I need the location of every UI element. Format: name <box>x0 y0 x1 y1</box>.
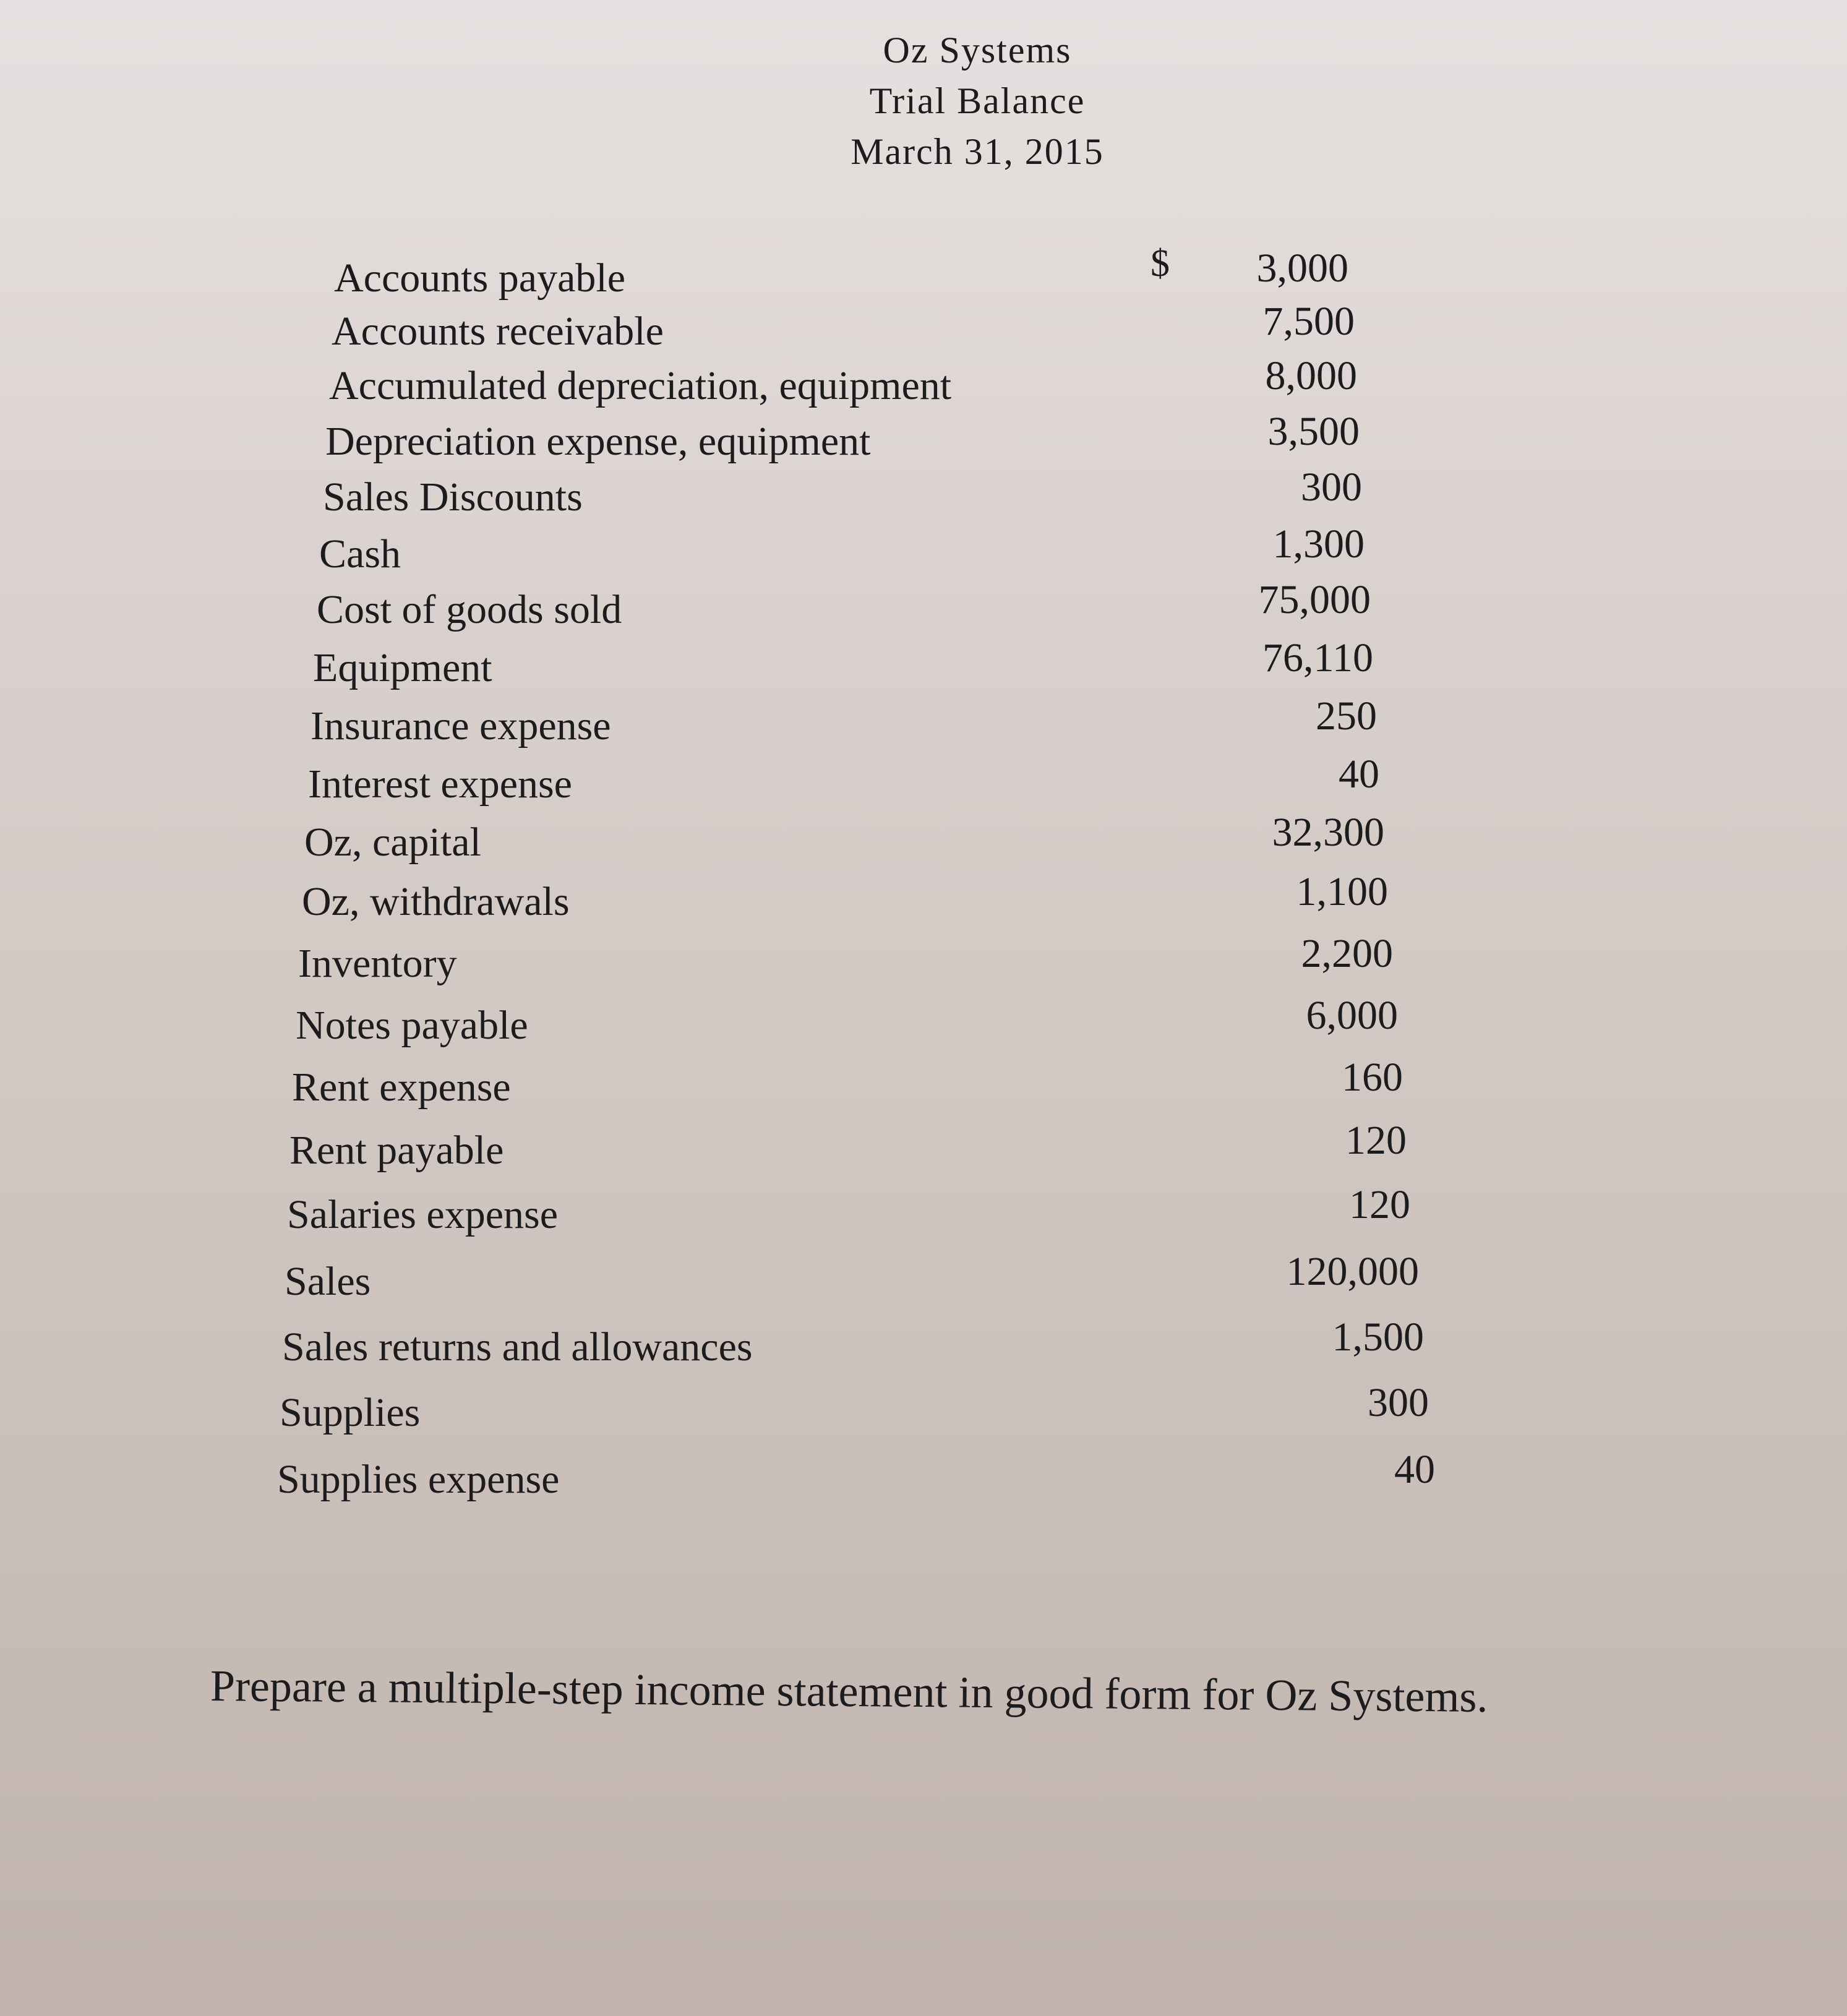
account-row <box>282 1315 1424 1382</box>
account-label: Oz, withdrawals <box>302 879 570 924</box>
account-amount: 160 <box>1342 1055 1403 1100</box>
account-row <box>332 299 1355 366</box>
account-amount: 120,000 <box>1286 1249 1419 1294</box>
account-row <box>334 246 1348 313</box>
company-name: Oz Systems <box>883 30 1072 71</box>
account-row <box>323 465 1362 532</box>
account-label: Sales <box>285 1259 371 1304</box>
account-amount: 1,300 <box>1272 521 1365 567</box>
account-label: Notes payable <box>296 1003 528 1048</box>
report-header <box>742 25 1212 177</box>
account-amount: 3,000 <box>1256 246 1348 291</box>
account-amount: 8,000 <box>1265 353 1357 398</box>
account-amount: 300 <box>1368 1380 1429 1425</box>
account-label: Sales returns and allowances <box>282 1324 753 1370</box>
account-label: Insurance expense <box>311 703 611 748</box>
account-amount: 1,100 <box>1296 869 1388 914</box>
account-amount: 40 <box>1394 1447 1435 1492</box>
account-row <box>329 353 1357 421</box>
account-amount: 120 <box>1349 1182 1410 1227</box>
currency-symbol: $ <box>1151 242 1170 285</box>
account-label: Accounts payable <box>334 255 625 301</box>
account-row <box>285 1249 1419 1316</box>
account-row <box>287 1182 1410 1250</box>
account-label: Supplies expense <box>277 1457 560 1502</box>
account-amount: 2,200 <box>1301 931 1393 976</box>
account-amount: 75,000 <box>1258 577 1371 622</box>
account-amount: 300 <box>1301 465 1362 510</box>
account-label: Depreciation expense, equipment <box>325 419 871 464</box>
account-label: Equipment <box>313 645 492 690</box>
account-row <box>298 931 1393 998</box>
account-label: Cash <box>319 531 401 577</box>
account-label: Oz, capital <box>304 820 481 865</box>
account-label: Accumulated depreciation, equipment <box>329 363 952 408</box>
account-amount: 40 <box>1339 752 1379 797</box>
account-amount: 120 <box>1345 1118 1407 1163</box>
account-row <box>302 869 1388 937</box>
report-title: Trial Balance <box>869 80 1086 121</box>
account-row <box>289 1118 1407 1185</box>
report-date: March 31, 2015 <box>851 131 1104 172</box>
account-amount: 76,110 <box>1262 635 1373 680</box>
account-label: Rent expense <box>292 1065 511 1110</box>
account-row <box>292 1055 1403 1122</box>
account-row <box>325 409 1360 476</box>
account-label: Inventory <box>298 941 457 986</box>
account-amount: 3,500 <box>1267 409 1360 454</box>
account-row <box>296 993 1398 1060</box>
account-label: Supplies <box>280 1390 421 1435</box>
account-label: Interest expense <box>308 761 572 807</box>
account-row <box>280 1380 1429 1448</box>
account-label: Salaries expense <box>287 1192 558 1237</box>
account-row <box>311 693 1377 761</box>
account-label: Rent payable <box>289 1128 504 1173</box>
assignment-prompt: Prepare a multiple-step income statement in good form for Oz Systems. <box>210 1661 1488 1722</box>
account-amount: 6,000 <box>1306 993 1398 1038</box>
account-label: Sales Discounts <box>323 474 583 520</box>
account-row <box>277 1447 1435 1514</box>
account-row <box>308 752 1379 819</box>
account-amount: 7,500 <box>1262 299 1355 344</box>
account-label: Accounts receivable <box>332 309 664 354</box>
account-row <box>317 577 1371 645</box>
account-amount: 1,500 <box>1332 1315 1424 1360</box>
account-amount: 32,300 <box>1272 810 1384 855</box>
account-row <box>319 521 1365 589</box>
account-row <box>304 810 1384 877</box>
account-amount: 250 <box>1316 693 1377 739</box>
account-label: Cost of goods sold <box>317 587 622 632</box>
account-row <box>313 635 1373 703</box>
